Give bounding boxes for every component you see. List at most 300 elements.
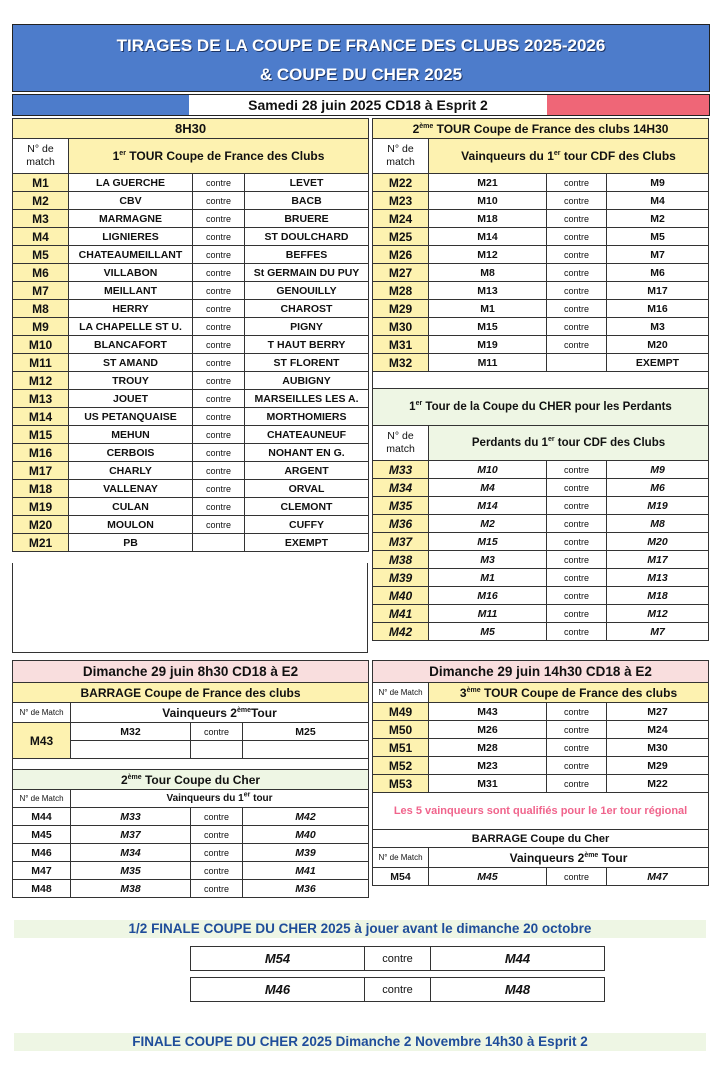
team-b: M12: [607, 605, 709, 623]
versus-label: contre: [547, 336, 607, 354]
match-number: M28: [373, 282, 429, 300]
date-bar-red-block: [547, 95, 709, 115]
match-number: M14: [13, 408, 69, 426]
match-row: [13, 862, 369, 880]
match-row: [373, 461, 709, 479]
match-number: M21: [13, 534, 69, 552]
team-a: JOUET: [69, 390, 193, 408]
match-number: M17: [13, 462, 69, 480]
spacer-row: [373, 372, 709, 389]
match-row: [13, 462, 369, 480]
match-row: [13, 408, 369, 426]
match-number: M26: [373, 246, 429, 264]
versus-label: contre: [193, 282, 245, 300]
team-b: BRUERE: [245, 210, 369, 228]
team-b: M27: [607, 703, 709, 721]
team-b: M3: [607, 318, 709, 336]
match-row: [13, 228, 369, 246]
team-a: PB: [69, 534, 193, 552]
team-b: EXEMPT: [607, 354, 709, 372]
match-row: [373, 515, 709, 533]
match-row: [13, 516, 369, 534]
cher-first-round-subtitle: Perdants du 1er tour CDF des Clubs: [429, 426, 709, 461]
match-row: [13, 336, 369, 354]
team-a: M15: [429, 318, 547, 336]
match-number: M5: [13, 246, 69, 264]
team-a: M18: [429, 210, 547, 228]
first-round-table: [12, 118, 369, 552]
versus-label: contre: [547, 739, 607, 757]
semi-2-team-b: M48: [431, 978, 605, 1002]
empty-cell: [243, 741, 369, 759]
team-a: M15: [429, 533, 547, 551]
match-number: M53: [373, 775, 429, 793]
team-b: CUFFY: [245, 516, 369, 534]
semi-2-team-a: M46: [191, 978, 365, 1002]
versus-label: contre: [193, 228, 245, 246]
versus-label: contre: [193, 408, 245, 426]
match-number: M37: [373, 533, 429, 551]
date-bar-blue-block: [13, 95, 189, 115]
match-number: M41: [373, 605, 429, 623]
versus-label: contre: [547, 757, 607, 775]
team-a: M11: [429, 605, 547, 623]
barrage-winners-header: Vainqueurs 2èmeTour: [71, 703, 369, 723]
versus-label: contre: [547, 246, 607, 264]
team-b: St GERMAIN DU PUY: [245, 264, 369, 282]
team-a: M3: [429, 551, 547, 569]
match-row: [13, 826, 369, 844]
team-b: M6: [607, 479, 709, 497]
team-a: M2: [429, 515, 547, 533]
barrage-team-b: M25: [243, 723, 369, 741]
team-b: M7: [607, 246, 709, 264]
versus-label: contre: [547, 282, 607, 300]
team-a: TROUY: [69, 372, 193, 390]
match-number: M42: [373, 623, 429, 641]
match-row: [13, 480, 369, 498]
match-number: M20: [13, 516, 69, 534]
team-a: M19: [429, 336, 547, 354]
team-b: M16: [607, 300, 709, 318]
match-number-header: N° de match: [373, 139, 429, 174]
match-row: [373, 174, 709, 192]
team-a: VALLENAY: [69, 480, 193, 498]
team-b: M20: [607, 533, 709, 551]
team-b: AUBIGNY: [245, 372, 369, 390]
team-a: MOULON: [69, 516, 193, 534]
sunday-morning-table: [12, 660, 369, 898]
match-number: M18: [13, 480, 69, 498]
team-b: CLEMONT: [245, 498, 369, 516]
semi-final-table-1: [190, 946, 605, 971]
match-number: M52: [373, 757, 429, 775]
team-a: M31: [429, 775, 547, 793]
versus-label: contre: [547, 479, 607, 497]
final-title: FINALE COUPE DU CHER 2025 Dimanche 2 Novembre 14h30 à Esprit 2: [14, 1033, 706, 1051]
versus-label: contre: [547, 775, 607, 793]
barrage-versus: contre: [191, 723, 243, 741]
match-number: M45: [13, 826, 71, 844]
barrage-cher-subtitle: Vainqueurs 2ème Tour: [429, 848, 709, 868]
versus-label: contre: [547, 210, 607, 228]
team-b: CHATEAUNEUF: [245, 426, 369, 444]
match-number: M9: [13, 318, 69, 336]
match-row: [13, 426, 369, 444]
versus-label: contre: [547, 515, 607, 533]
team-a: M10: [429, 461, 547, 479]
empty-cell: [71, 741, 191, 759]
team-a: LIGNIERES: [69, 228, 193, 246]
versus-label: contre: [547, 264, 607, 282]
barrage-cher-team-b: M47: [607, 868, 709, 886]
versus-label: contre: [547, 497, 607, 515]
team-b: M17: [607, 551, 709, 569]
sunday-afternoon-date: Dimanche 29 juin 14h30 CD18 à E2: [373, 661, 709, 683]
team-a: LA CHAPELLE ST U.: [69, 318, 193, 336]
first-round-empty-area: [12, 563, 368, 653]
team-a: CBV: [69, 192, 193, 210]
cher-second-round-rows: [13, 808, 369, 898]
team-a: M5: [429, 623, 547, 641]
team-b: M39: [243, 844, 369, 862]
match-row: [373, 336, 709, 354]
match-number: M19: [13, 498, 69, 516]
match-row: [373, 228, 709, 246]
versus-label: contre: [547, 174, 607, 192]
team-a: MEILLANT: [69, 282, 193, 300]
team-b: M20: [607, 336, 709, 354]
second-round-subtitle: Vainqueurs du 1er tour CDF des Clubs: [429, 139, 709, 174]
team-b: M40: [243, 826, 369, 844]
match-row: [373, 757, 709, 775]
second-round-table: [372, 118, 709, 641]
match-row: [373, 354, 709, 372]
sunday-morning-date: Dimanche 29 juin 8h30 CD18 à E2: [13, 661, 369, 683]
versus-label: contre: [193, 318, 245, 336]
team-a: M43: [429, 703, 547, 721]
date-bar: [12, 94, 710, 116]
team-a: M16: [429, 587, 547, 605]
match-number: M6: [13, 264, 69, 282]
team-a: M33: [71, 808, 191, 826]
match-number: M34: [373, 479, 429, 497]
match-row: [13, 318, 369, 336]
team-a: M4: [429, 479, 547, 497]
match-number: M48: [13, 880, 71, 898]
versus-label: contre: [193, 210, 245, 228]
team-b: T HAUT BERRY: [245, 336, 369, 354]
versus-label: contre: [547, 721, 607, 739]
match-row: [13, 282, 369, 300]
match-number-header: N° de Match: [373, 848, 429, 868]
qualification-note: Les 5 vainqueurs sont qualifiés pour le 1er tour régional: [373, 793, 709, 830]
versus-label: contre: [547, 228, 607, 246]
team-b: MORTHOMIERS: [245, 408, 369, 426]
team-a: M14: [429, 228, 547, 246]
team-a: BLANCAFORT: [69, 336, 193, 354]
team-a: M1: [429, 569, 547, 587]
match-row: [373, 775, 709, 793]
team-a: MARMAGNE: [69, 210, 193, 228]
versus-label: contre: [193, 192, 245, 210]
match-row: [373, 551, 709, 569]
time-heading: 8H30: [13, 119, 369, 139]
second-round-rows: [373, 174, 709, 372]
versus-label: contre: [547, 551, 607, 569]
match-number: M33: [373, 461, 429, 479]
match-row: [13, 210, 369, 228]
versus-label: contre: [547, 318, 607, 336]
team-a: CHATEAUMEILLANT: [69, 246, 193, 264]
match-row: [373, 282, 709, 300]
cher-first-round-rows: [373, 461, 709, 641]
team-b: M42: [243, 808, 369, 826]
versus-label: contre: [547, 533, 607, 551]
match-number: M47: [13, 862, 71, 880]
versus-label: contre: [547, 192, 607, 210]
match-number: M1: [13, 174, 69, 192]
team-a: HERRY: [69, 300, 193, 318]
versus-label: contre: [547, 300, 607, 318]
match-row: [13, 354, 369, 372]
match-number: M12: [13, 372, 69, 390]
match-number: M36: [373, 515, 429, 533]
team-a: M14: [429, 497, 547, 515]
versus-label: contre: [193, 354, 245, 372]
semi-1-team-b: M44: [431, 947, 605, 971]
team-a: M35: [71, 862, 191, 880]
team-b: ORVAL: [245, 480, 369, 498]
barrage-cher-versus: contre: [547, 868, 607, 886]
team-b: M5: [607, 228, 709, 246]
match-number: M35: [373, 497, 429, 515]
team-a: MEHUN: [69, 426, 193, 444]
cher-first-round-title: 1er Tour de la Coupe du CHER pour les Perdants: [373, 389, 709, 426]
versus-label: contre: [193, 480, 245, 498]
team-b: M7: [607, 623, 709, 641]
versus-label: contre: [191, 862, 243, 880]
match-number: M30: [373, 318, 429, 336]
team-b: ST DOULCHARD: [245, 228, 369, 246]
team-b: M29: [607, 757, 709, 775]
match-number: M22: [373, 174, 429, 192]
versus-label: [547, 354, 607, 372]
team-b: BEFFES: [245, 246, 369, 264]
team-b: M4: [607, 192, 709, 210]
versus-label: contre: [193, 390, 245, 408]
versus-label: contre: [193, 174, 245, 192]
team-a: LA GUERCHE: [69, 174, 193, 192]
versus-label: contre: [193, 516, 245, 534]
match-row: [13, 444, 369, 462]
team-b: CHAROST: [245, 300, 369, 318]
third-round-rows: [373, 703, 709, 793]
match-row: [373, 623, 709, 641]
match-row: [373, 210, 709, 228]
match-row: [13, 192, 369, 210]
team-b: M9: [607, 461, 709, 479]
versus-label: contre: [191, 826, 243, 844]
versus-label: contre: [193, 300, 245, 318]
match-number: M31: [373, 336, 429, 354]
team-a: CULAN: [69, 498, 193, 516]
match-number: M32: [373, 354, 429, 372]
versus-label: contre: [547, 461, 607, 479]
versus-label: contre: [193, 462, 245, 480]
team-a: M12: [429, 246, 547, 264]
versus-label: contre: [193, 444, 245, 462]
semi-1-versus: contre: [365, 947, 431, 971]
barrage-cher-team-a: M45: [429, 868, 547, 886]
cher-second-round-subtitle: Vainqueurs du 1er tour: [71, 790, 369, 808]
semi-1-team-a: M54: [191, 947, 365, 971]
match-number: M3: [13, 210, 69, 228]
match-number: M50: [373, 721, 429, 739]
sunday-afternoon-table: [372, 660, 709, 886]
match-number: M38: [373, 551, 429, 569]
team-a: M11: [429, 354, 547, 372]
team-a: M23: [429, 757, 547, 775]
versus-label: [193, 534, 245, 552]
team-b: GENOUILLY: [245, 282, 369, 300]
match-number: M13: [13, 390, 69, 408]
match-row: [373, 721, 709, 739]
header-subtitle: & COUPE DU CHER 2025: [259, 65, 463, 84]
versus-label: contre: [193, 246, 245, 264]
versus-label: contre: [547, 587, 607, 605]
match-row: [13, 264, 369, 282]
match-number-header: N° de Match: [13, 703, 71, 723]
versus-label: contre: [191, 808, 243, 826]
barrage-match-number: M43: [13, 723, 71, 759]
first-round-title: 1er TOUR Coupe de France des Clubs: [69, 139, 369, 174]
team-b: M19: [607, 497, 709, 515]
team-b: PIGNY: [245, 318, 369, 336]
barrage-cdf-title: BARRAGE Coupe de France des clubs: [13, 683, 369, 703]
semi-final-title: 1/2 FINALE COUPE DU CHER 2025 à jouer avant le dimanche 20 octobre: [14, 920, 706, 938]
team-a: M28: [429, 739, 547, 757]
team-b: ARGENT: [245, 462, 369, 480]
team-b: M30: [607, 739, 709, 757]
match-row: [13, 300, 369, 318]
match-row: [373, 192, 709, 210]
match-row: [373, 703, 709, 721]
team-b: M9: [607, 174, 709, 192]
match-number: M7: [13, 282, 69, 300]
match-row: [373, 318, 709, 336]
match-number-header: N° de Match: [373, 683, 429, 703]
team-a: M26: [429, 721, 547, 739]
match-row: [373, 605, 709, 623]
match-number: M27: [373, 264, 429, 282]
page-header: [12, 24, 710, 92]
team-b: M24: [607, 721, 709, 739]
semi-2-versus: contre: [365, 978, 431, 1002]
match-row: [373, 246, 709, 264]
match-number-header: N° de match: [373, 426, 429, 461]
team-a: M10: [429, 192, 547, 210]
team-a: M8: [429, 264, 547, 282]
match-number: M46: [13, 844, 71, 862]
match-row: [13, 498, 369, 516]
first-round-rows: [13, 174, 369, 552]
versus-label: contre: [547, 703, 607, 721]
match-number: M8: [13, 300, 69, 318]
semi-final-table-2: [190, 977, 605, 1002]
team-b: M8: [607, 515, 709, 533]
match-row: [373, 264, 709, 282]
match-row: [13, 174, 369, 192]
versus-label: contre: [193, 264, 245, 282]
team-a: ST AMAND: [69, 354, 193, 372]
second-round-title: 2ème TOUR Coupe de France des clubs 14H30: [373, 119, 709, 139]
match-number: M24: [373, 210, 429, 228]
team-a: VILLABON: [69, 264, 193, 282]
match-row: [13, 390, 369, 408]
barrage-cher-title: BARRAGE Coupe du Cher: [373, 830, 709, 848]
match-row: [13, 808, 369, 826]
match-number: M16: [13, 444, 69, 462]
team-a: M1: [429, 300, 547, 318]
match-row: [373, 533, 709, 551]
team-b: MARSEILLES LES A.: [245, 390, 369, 408]
team-b: M6: [607, 264, 709, 282]
team-b: EXEMPT: [245, 534, 369, 552]
team-a: M34: [71, 844, 191, 862]
match-number: M11: [13, 354, 69, 372]
team-a: CERBOIS: [69, 444, 193, 462]
versus-label: contre: [193, 336, 245, 354]
match-row: [373, 479, 709, 497]
spacer-row: [13, 759, 369, 770]
match-number: M4: [13, 228, 69, 246]
empty-cell: [191, 741, 243, 759]
date-bar-text: Samedi 28 juin 2025 CD18 à Esprit 2: [248, 97, 488, 113]
match-row: [13, 844, 369, 862]
team-a: CHARLY: [69, 462, 193, 480]
versus-label: contre: [191, 844, 243, 862]
match-number: M23: [373, 192, 429, 210]
match-row: [13, 246, 369, 264]
match-number: M44: [13, 808, 71, 826]
match-row: [13, 534, 369, 552]
team-a: M13: [429, 282, 547, 300]
match-row: [373, 497, 709, 515]
match-row: [373, 739, 709, 757]
team-a: M38: [71, 880, 191, 898]
versus-label: contre: [547, 569, 607, 587]
match-number: M51: [373, 739, 429, 757]
team-b: M22: [607, 775, 709, 793]
match-number: M29: [373, 300, 429, 318]
match-row: [373, 300, 709, 318]
team-b: M36: [243, 880, 369, 898]
match-number: M15: [13, 426, 69, 444]
third-round-title: 3ème TOUR Coupe de France des clubs: [429, 683, 709, 703]
versus-label: contre: [547, 623, 607, 641]
team-b: M13: [607, 569, 709, 587]
team-b: BACB: [245, 192, 369, 210]
team-a: M21: [429, 174, 547, 192]
match-number: M40: [373, 587, 429, 605]
match-number: M25: [373, 228, 429, 246]
match-row: [13, 372, 369, 390]
team-b: M2: [607, 210, 709, 228]
team-b: LEVET: [245, 174, 369, 192]
cher-second-round-title: 2ème Tour Coupe du Cher: [13, 770, 369, 790]
match-number: M49: [373, 703, 429, 721]
